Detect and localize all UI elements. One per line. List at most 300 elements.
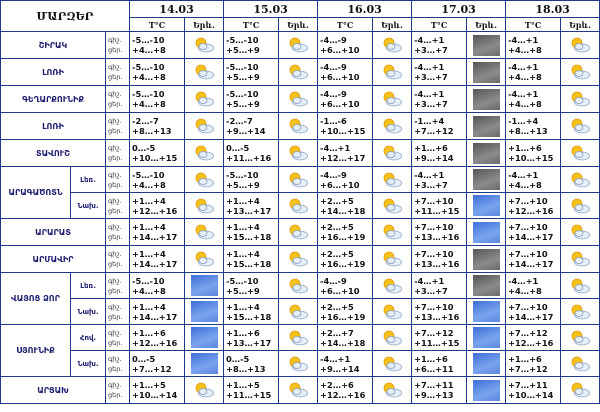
day-temp: +4…+8 bbox=[132, 99, 166, 109]
temperature-cell bbox=[318, 325, 373, 351]
sun-cloud-icon bbox=[569, 91, 591, 107]
region-row bbox=[1, 273, 600, 299]
weather-icon-cell bbox=[373, 299, 412, 325]
temperature-cell bbox=[412, 86, 467, 113]
temperature-cell bbox=[224, 377, 279, 404]
weather-icon-cell bbox=[373, 377, 412, 404]
night-temp: +7…+10 bbox=[508, 222, 548, 232]
weather-icon-cell bbox=[561, 299, 600, 325]
weather-icon-cell bbox=[185, 377, 224, 404]
weather-icon-cell bbox=[279, 273, 318, 299]
weather-icon-cell bbox=[279, 377, 318, 404]
night-temp: +1…+4 bbox=[132, 222, 166, 232]
temperature-cell bbox=[412, 377, 467, 404]
day-night-labels bbox=[106, 167, 130, 193]
sun-cloud-icon bbox=[381, 382, 403, 398]
night-label: գիշ. bbox=[108, 90, 122, 98]
weather-icon-cell bbox=[185, 140, 224, 167]
night-temp: -4…-9 bbox=[320, 35, 347, 45]
temperature-cell bbox=[318, 273, 373, 299]
night-label: գիշ. bbox=[108, 250, 122, 258]
cloud-tile-icon bbox=[473, 380, 500, 401]
subregion-label: Լեռ. bbox=[71, 167, 106, 193]
day-temp: +4…+8 bbox=[508, 285, 542, 296]
night-temp: +2…+5 bbox=[320, 222, 354, 232]
weather-icon-cell bbox=[561, 59, 600, 86]
weather-icon-cell bbox=[373, 167, 412, 193]
day-temp: +10…+15 bbox=[320, 126, 366, 136]
day-temp: +7…+12 bbox=[414, 126, 454, 136]
weather-icon-cell bbox=[185, 219, 224, 246]
day-label: ցեր. bbox=[108, 286, 123, 295]
temperature-cell bbox=[318, 86, 373, 113]
date-header: 15.03 bbox=[224, 1, 318, 18]
day-temp: +14…+17 bbox=[508, 311, 554, 322]
night-label: գիշ. bbox=[108, 36, 122, 44]
weather-icon-cell bbox=[561, 193, 600, 219]
night-label: գիշ. bbox=[108, 117, 122, 125]
temperature-cell bbox=[130, 351, 185, 377]
night-temp: +7…+12 bbox=[508, 327, 548, 338]
day-temp: +5…+9 bbox=[226, 72, 260, 82]
temperature-cell bbox=[130, 167, 185, 193]
day-temp: +6…+10 bbox=[320, 72, 360, 82]
sun-cloud-icon bbox=[569, 278, 591, 294]
night-temp: -4…+1 bbox=[414, 35, 445, 45]
day-label: ցեր. bbox=[108, 46, 123, 54]
day-temp: +3…+7 bbox=[414, 285, 448, 296]
day-temp: +9…+13 bbox=[414, 390, 454, 400]
temperature-cell bbox=[506, 219, 561, 246]
temperature-cell bbox=[506, 351, 561, 377]
temperature-cell bbox=[506, 299, 561, 325]
storm-tile-icon bbox=[473, 169, 500, 190]
night-temp: -4…+1 bbox=[508, 169, 539, 180]
weather-icon-cell bbox=[467, 86, 506, 113]
night-temp: +1…+4 bbox=[226, 301, 260, 312]
sun-cloud-icon bbox=[193, 172, 215, 188]
night-temp: 0…-5 bbox=[132, 143, 156, 153]
cloud-tile-icon bbox=[473, 301, 500, 322]
region-row bbox=[1, 167, 600, 193]
weather-icon-cell bbox=[279, 32, 318, 59]
night-temp: -4…+1 bbox=[414, 89, 445, 99]
night-temp: +7…+11 bbox=[414, 380, 454, 390]
weather-icon-cell bbox=[467, 140, 506, 167]
weather-icon-cell bbox=[279, 167, 318, 193]
temperature-cell bbox=[412, 325, 467, 351]
cloud-tile-icon bbox=[473, 327, 500, 348]
sun-cloud-icon bbox=[381, 278, 403, 294]
day-label: ցեր. bbox=[108, 338, 123, 347]
region-row bbox=[1, 59, 600, 86]
date-header: 18.03 bbox=[506, 1, 600, 18]
day-temp: +5…+9 bbox=[226, 285, 260, 296]
region-name: ԱՐՄԱՎԻՐ bbox=[1, 246, 106, 273]
day-temp: +7…+12 bbox=[132, 363, 172, 374]
sun-cloud-icon bbox=[287, 64, 309, 80]
weather-icon-cell bbox=[373, 59, 412, 86]
day-temp: +9…+14 bbox=[414, 153, 454, 163]
cloud-tile-icon bbox=[473, 222, 500, 243]
night-temp: +1…+6 bbox=[508, 353, 542, 364]
storm-tile-icon bbox=[473, 116, 500, 137]
night-temp: 0…-5 bbox=[226, 353, 250, 364]
temperature-cell bbox=[506, 113, 561, 140]
sun-cloud-icon bbox=[193, 64, 215, 80]
day-temp: +10…+15 bbox=[508, 153, 554, 163]
temperature-cell bbox=[224, 246, 279, 273]
day-temp: +13…+17 bbox=[226, 205, 272, 216]
region-row bbox=[1, 351, 600, 377]
weather-icon-cell bbox=[561, 246, 600, 273]
night-temp: -1…+4 bbox=[508, 116, 539, 126]
weather-icon-cell bbox=[561, 219, 600, 246]
day-temp: +8…+13 bbox=[508, 126, 548, 136]
region-row bbox=[1, 193, 600, 219]
weather-icon-cell bbox=[467, 219, 506, 246]
sun-cloud-icon bbox=[381, 145, 403, 161]
day-temp: +13…+16 bbox=[414, 259, 460, 269]
day-label: ցեր. bbox=[108, 260, 123, 268]
day-temp: +10…+14 bbox=[132, 390, 178, 400]
night-temp: -5…-10 bbox=[226, 62, 259, 72]
day-temp: +14…+17 bbox=[132, 232, 178, 242]
cloud-tile-icon bbox=[473, 195, 500, 216]
sun-cloud-icon bbox=[193, 251, 215, 267]
weather-icon-cell bbox=[561, 32, 600, 59]
sun-cloud-icon bbox=[381, 37, 403, 53]
temperature-cell bbox=[506, 32, 561, 59]
weather-icon-cell bbox=[373, 325, 412, 351]
phenomena-header: Երև. bbox=[467, 18, 506, 32]
temperature-cell bbox=[130, 273, 185, 299]
date-header: 16.03 bbox=[318, 1, 412, 18]
temp-header: T°C bbox=[224, 18, 279, 32]
phenomena-header: Երև. bbox=[561, 18, 600, 32]
sun-cloud-icon bbox=[381, 118, 403, 134]
temperature-cell bbox=[130, 325, 185, 351]
weather-icon-cell bbox=[373, 140, 412, 167]
temperature-cell bbox=[224, 59, 279, 86]
night-temp: -4…+1 bbox=[508, 275, 539, 286]
day-temp: +3…+7 bbox=[414, 45, 448, 55]
temperature-cell bbox=[318, 59, 373, 86]
sun-cloud-icon bbox=[287, 330, 309, 346]
weather-icon-cell bbox=[467, 193, 506, 219]
storm-tile-icon bbox=[473, 62, 500, 83]
temperature-cell bbox=[412, 32, 467, 59]
subregion-label: Հով. bbox=[71, 325, 106, 351]
night-temp: -5…-10 bbox=[226, 169, 259, 180]
region-name: ԼՈՌԻ bbox=[1, 59, 106, 86]
weather-icon-cell bbox=[373, 193, 412, 219]
night-temp: -2…-7 bbox=[226, 116, 253, 126]
phenomena-header: Երև. bbox=[373, 18, 412, 32]
sun-cloud-icon bbox=[193, 145, 215, 161]
sun-cloud-icon bbox=[381, 251, 403, 267]
temp-header: T°C bbox=[318, 18, 373, 32]
weather-icon-cell bbox=[561, 140, 600, 167]
temperature-cell bbox=[318, 167, 373, 193]
sun-cloud-icon bbox=[569, 224, 591, 240]
night-temp: +1…+5 bbox=[226, 380, 260, 390]
weather-icon-cell bbox=[279, 140, 318, 167]
region-name: ԱՐԱՐԱՏ bbox=[1, 219, 106, 246]
sun-cloud-icon bbox=[381, 224, 403, 240]
sun-cloud-icon bbox=[569, 382, 591, 398]
night-temp: +2…+7 bbox=[320, 327, 354, 338]
subregion-label: Նախ. bbox=[71, 299, 106, 325]
day-temp: +4…+8 bbox=[132, 72, 166, 82]
night-temp: +7…+10 bbox=[508, 301, 548, 312]
day-temp: +14…+18 bbox=[320, 205, 366, 216]
date-header: 17.03 bbox=[412, 1, 506, 18]
night-temp: -5…-10 bbox=[226, 275, 259, 286]
temperature-cell bbox=[224, 113, 279, 140]
night-temp: -5…-10 bbox=[226, 35, 259, 45]
night-temp: -4…-9 bbox=[320, 62, 347, 72]
weather-icon-cell bbox=[185, 299, 224, 325]
night-temp: 0…-5 bbox=[226, 143, 250, 153]
region-name: ՏԱՎՈՒՇ bbox=[1, 140, 106, 167]
day-temp: +4…+8 bbox=[132, 285, 166, 296]
sun-cloud-icon bbox=[569, 251, 591, 267]
day-temp: +9…+14 bbox=[226, 126, 266, 136]
weather-icon-cell bbox=[373, 86, 412, 113]
night-temp: -5…-10 bbox=[132, 89, 165, 99]
weather-icon-cell bbox=[279, 193, 318, 219]
sun-cloud-icon bbox=[287, 172, 309, 188]
storm-tile-icon bbox=[473, 35, 500, 56]
sun-cloud-icon bbox=[287, 382, 309, 398]
weather-icon-cell bbox=[185, 59, 224, 86]
night-temp: -4…-9 bbox=[320, 89, 347, 99]
region-row bbox=[1, 32, 600, 59]
phenomena-header: Երև. bbox=[185, 18, 224, 32]
weather-icon-cell bbox=[561, 377, 600, 404]
sun-cloud-icon bbox=[287, 304, 309, 320]
temperature-cell bbox=[224, 299, 279, 325]
day-temp: +14…+17 bbox=[508, 259, 554, 269]
weather-icon-cell bbox=[373, 273, 412, 299]
temperature-cell bbox=[506, 167, 561, 193]
day-temp: +4…+8 bbox=[508, 72, 542, 82]
weather-icon-cell bbox=[561, 113, 600, 140]
subregion-label: Նախ. bbox=[71, 351, 106, 377]
night-temp: +1…+6 bbox=[414, 353, 448, 364]
day-temp: +3…+7 bbox=[414, 99, 448, 109]
night-temp: -4…-9 bbox=[320, 169, 347, 180]
night-temp: +7…+10 bbox=[508, 249, 548, 259]
day-night-labels bbox=[106, 273, 130, 299]
sun-cloud-icon bbox=[569, 330, 591, 346]
weather-icon-cell bbox=[279, 113, 318, 140]
temperature-cell bbox=[412, 140, 467, 167]
temperature-cell bbox=[412, 351, 467, 377]
day-temp: +7…+12 bbox=[508, 363, 548, 374]
temperature-cell bbox=[130, 140, 185, 167]
night-temp: -5…-10 bbox=[132, 62, 165, 72]
temperature-cell bbox=[130, 113, 185, 140]
day-temp: +16…+19 bbox=[320, 232, 366, 242]
night-temp: +1…+5 bbox=[132, 380, 166, 390]
night-temp: -4…+1 bbox=[508, 35, 539, 45]
weather-icon-cell bbox=[373, 113, 412, 140]
day-temp: +8…+13 bbox=[132, 126, 172, 136]
night-temp: -5…-10 bbox=[132, 35, 165, 45]
day-temp: +11…+15 bbox=[414, 337, 460, 348]
sun-cloud-icon bbox=[569, 37, 591, 53]
night-temp: -4…+1 bbox=[414, 62, 445, 72]
sun-cloud-icon bbox=[287, 224, 309, 240]
day-temp: +4…+8 bbox=[132, 179, 166, 190]
day-temp: +5…+9 bbox=[226, 179, 260, 190]
night-label: գիշ. bbox=[108, 223, 122, 231]
weather-icon-cell bbox=[373, 246, 412, 273]
night-temp: -2…-7 bbox=[132, 116, 159, 126]
night-temp: -5…-10 bbox=[132, 275, 165, 286]
day-label: ցեր. bbox=[108, 206, 123, 215]
temperature-cell bbox=[506, 273, 561, 299]
day-night-labels bbox=[106, 86, 130, 113]
storm-tile-icon bbox=[473, 275, 500, 296]
sun-cloud-icon bbox=[287, 37, 309, 53]
weather-icon-cell bbox=[467, 273, 506, 299]
temperature-cell bbox=[318, 219, 373, 246]
day-temp: +13…+16 bbox=[414, 311, 460, 322]
weather-icon-cell bbox=[279, 325, 318, 351]
temperature-cell bbox=[506, 246, 561, 273]
temperature-cell bbox=[224, 193, 279, 219]
region-row bbox=[1, 113, 600, 140]
day-temp: +14…+17 bbox=[508, 232, 554, 242]
sun-cloud-icon bbox=[287, 198, 309, 214]
weather-icon-cell bbox=[185, 86, 224, 113]
night-temp: -4…-9 bbox=[320, 275, 347, 286]
night-label: գիշ. bbox=[108, 63, 122, 71]
night-temp: -5…-10 bbox=[132, 169, 165, 180]
day-temp: +10…+14 bbox=[508, 390, 554, 400]
night-temp: +1…+6 bbox=[226, 327, 260, 338]
date-header: 14.03 bbox=[130, 1, 224, 18]
night-temp: -5…-10 bbox=[226, 89, 259, 99]
sun-cloud-icon bbox=[287, 91, 309, 107]
temperature-cell bbox=[506, 140, 561, 167]
sun-cloud-icon bbox=[287, 145, 309, 161]
temperature-cell bbox=[224, 167, 279, 193]
weather-icon-cell bbox=[185, 113, 224, 140]
storm-tile-icon bbox=[473, 89, 500, 110]
night-label: գիշ. bbox=[108, 354, 122, 363]
sun-cloud-icon bbox=[569, 118, 591, 134]
subregion-label: Լեռ. bbox=[71, 273, 106, 299]
sun-cloud-icon bbox=[287, 356, 309, 372]
phenomena-header: Երև. bbox=[279, 18, 318, 32]
weather-icon-cell bbox=[467, 167, 506, 193]
temperature-cell bbox=[412, 273, 467, 299]
temperature-cell bbox=[224, 86, 279, 113]
night-temp: +1…+4 bbox=[132, 301, 166, 312]
storm-tile-icon bbox=[473, 143, 500, 164]
weather-icon-cell bbox=[467, 246, 506, 273]
temperature-cell bbox=[412, 219, 467, 246]
day-night-labels bbox=[106, 299, 130, 325]
weather-icon-cell bbox=[467, 32, 506, 59]
day-temp: +3…+7 bbox=[414, 72, 448, 82]
sun-cloud-icon bbox=[287, 278, 309, 294]
temperature-cell bbox=[130, 193, 185, 219]
region-row bbox=[1, 325, 600, 351]
night-temp: +2…+5 bbox=[320, 195, 354, 206]
temperature-cell bbox=[412, 299, 467, 325]
day-temp: +15…+18 bbox=[226, 232, 272, 242]
day-label: ցեր. bbox=[108, 100, 123, 108]
weather-icon-cell bbox=[561, 167, 600, 193]
day-label: ցեր. bbox=[108, 154, 123, 162]
day-label: ցեր. bbox=[108, 233, 123, 241]
night-temp: +1…+4 bbox=[226, 195, 260, 206]
night-temp: +2…+6 bbox=[320, 380, 354, 390]
temperature-cell bbox=[412, 167, 467, 193]
day-temp: +10…+15 bbox=[132, 153, 178, 163]
day-temp: +12…+16 bbox=[508, 205, 554, 216]
night-label: գիշ. bbox=[108, 196, 122, 205]
sun-cloud-icon bbox=[193, 118, 215, 134]
temperature-cell bbox=[130, 32, 185, 59]
cloud-tile-icon bbox=[191, 327, 218, 348]
sun-cloud-icon bbox=[193, 37, 215, 53]
region-name: ՎԱՅՈՑ ՁՈՐ bbox=[1, 273, 71, 325]
day-temp: +12…+16 bbox=[508, 337, 554, 348]
day-temp: +8…+13 bbox=[226, 363, 266, 374]
storm-tile-icon bbox=[473, 249, 500, 270]
sun-cloud-icon bbox=[569, 145, 591, 161]
day-night-labels bbox=[106, 140, 130, 167]
night-temp: +1…+4 bbox=[226, 222, 260, 232]
night-temp: +1…+6 bbox=[508, 143, 542, 153]
temperature-cell bbox=[506, 59, 561, 86]
night-temp: -4…+1 bbox=[508, 89, 539, 99]
cloud-tile-icon bbox=[473, 353, 500, 374]
night-temp: -4…+1 bbox=[414, 169, 445, 180]
night-temp: +1…+4 bbox=[132, 195, 166, 206]
day-label: ցեր. bbox=[108, 312, 123, 321]
night-temp: +7…+10 bbox=[414, 222, 454, 232]
temperature-cell bbox=[318, 113, 373, 140]
region-row bbox=[1, 140, 600, 167]
weather-icon-cell bbox=[373, 351, 412, 377]
sun-cloud-icon bbox=[569, 64, 591, 80]
day-night-labels bbox=[106, 113, 130, 140]
weather-icon-cell bbox=[185, 167, 224, 193]
cloud-tile-icon bbox=[191, 275, 218, 296]
region-name: ՇԻՐԱԿ bbox=[1, 32, 106, 59]
day-temp: +6…+10 bbox=[320, 285, 360, 296]
night-label: գիշ. bbox=[108, 276, 122, 285]
night-label: գիշ. bbox=[108, 328, 122, 337]
sun-cloud-icon bbox=[193, 224, 215, 240]
night-temp: +7…+10 bbox=[414, 301, 454, 312]
subregion-label: Նախ. bbox=[71, 193, 106, 219]
weather-icon-cell bbox=[467, 351, 506, 377]
weather-icon-cell bbox=[279, 246, 318, 273]
day-label: ցեր. bbox=[108, 391, 123, 399]
region-row bbox=[1, 377, 600, 404]
region-row bbox=[1, 246, 600, 273]
day-night-labels bbox=[106, 32, 130, 59]
weather-icon-cell bbox=[279, 351, 318, 377]
